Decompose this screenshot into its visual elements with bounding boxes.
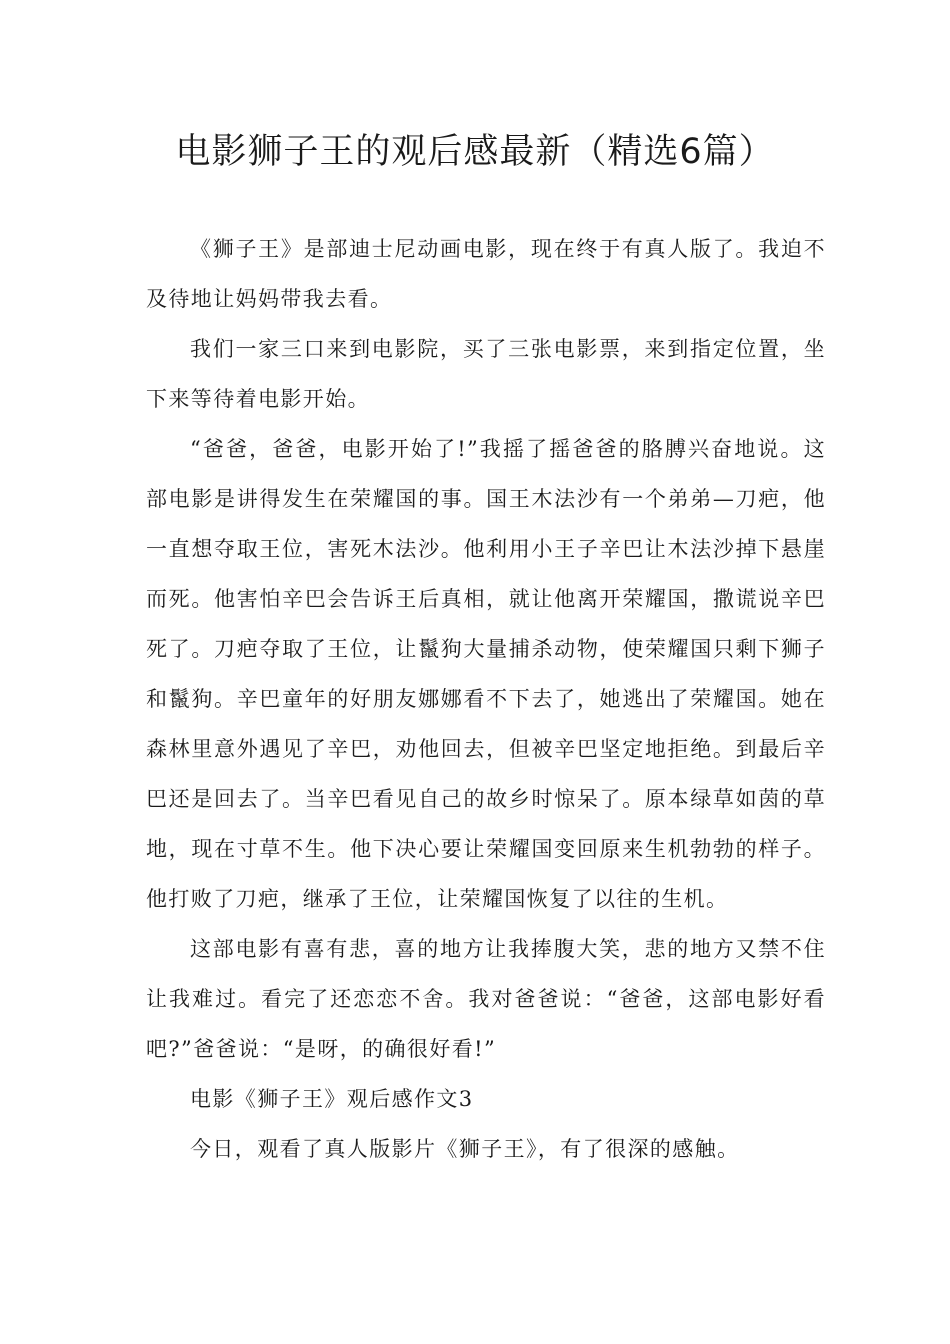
paragraph-intro: 《狮子王》是部迪士尼动画电影，现在终于有真人版了。我迫不及待地让妈妈带我去看。 [146, 237, 826, 311]
document-body [146, 224, 826, 1174]
essay-heading-3: 电影《狮子王》观后感作文3 [190, 1087, 474, 1111]
document-title: 电影狮子王的观后感最新（精选6篇） [175, 132, 775, 172]
paragraph-feelings: 这部电影有喜有悲，喜的地方让我捧腹大笑，悲的地方又禁不住让我难过。看完了还恋恋不舍。我对爸爸说：“爸爸，这部电影好看吧?”爸爸说：“是呀，的确很好看!” [146, 937, 826, 1061]
paragraph-essay-3-opening: 今日，观看了真人版影片《狮子王》，有了很深的感触。 [190, 1137, 740, 1161]
paragraph-plot: “爸爸，爸爸，电影开始了!”我摇了摇爸爸的胳膊兴奋地说。这部电影是讲得发生在荣耀国的事。国王木法沙有一个弟弟—刀疤，他一直想夺取王位，害死木法沙。他利用小王子辛巴让木法沙掉下悬崖而死。他害怕辛巴会告诉王后真相，就让他离开荣耀国，撒谎说辛巴死了。刀疤夺取了王位，让鬣狗大量捕杀动物，使荣耀国只剩下狮子和鬣狗。辛巴童年的好朋友娜娜看不下去了，她逃出了荣耀国。她在森林里意外遇见了辛巴，劝他回去，但被辛巴坚定地拒绝。到最后辛巴还是回去了。当辛巴看见自己的故乡时惊呆了。原本绿草如茵的草地，现在寸草不生。他下决心要让荣耀国变回原来生机勃勃的样子。他打败了刀疤，继承了王位，让荣耀国恢复了以往的生机。 [146, 437, 826, 911]
paragraph-cinema: 我们一家三口来到电影院，买了三张电影票，来到指定位置，坐下来等待着电影开始。 [146, 337, 826, 411]
